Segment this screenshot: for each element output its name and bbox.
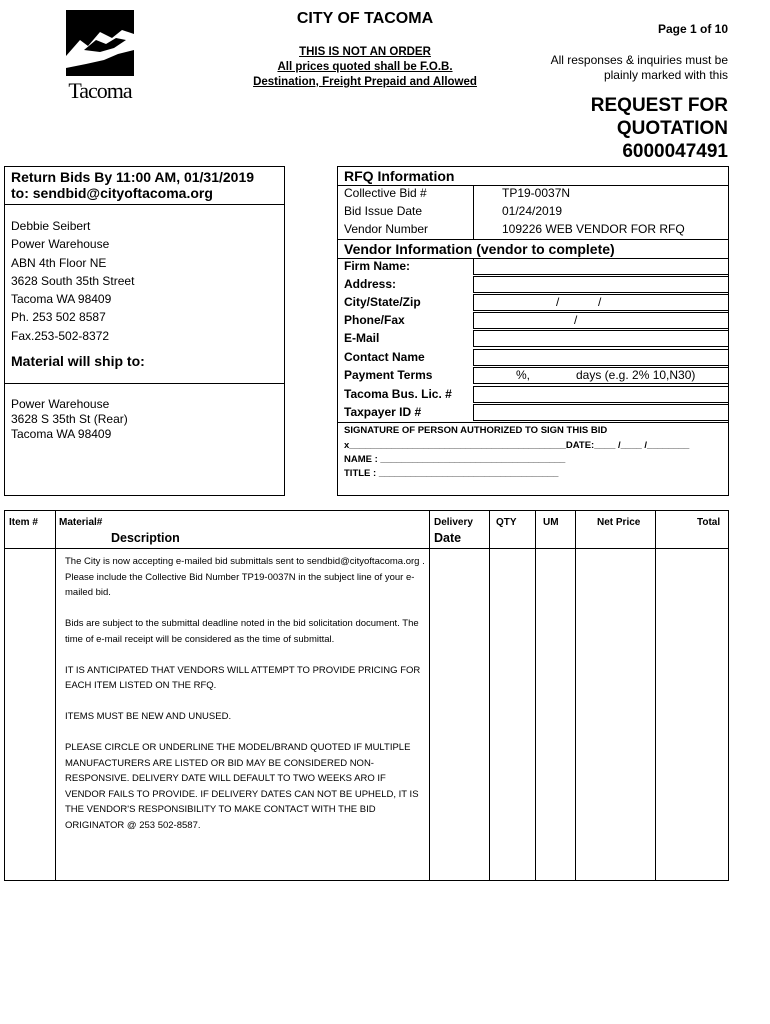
- ship-to-heading: Material will ship to:: [11, 353, 145, 369]
- col-net-price: Net Price: [597, 517, 641, 528]
- contact-line: 3628 South 35th Street: [11, 273, 135, 288]
- return-bids-heading: [11, 169, 254, 201]
- collective-bid-value: TP19-0037N: [502, 186, 571, 200]
- address-field[interactable]: [473, 276, 729, 293]
- taxpayer-id-field[interactable]: [473, 404, 729, 421]
- return-bids-deadline: Return Bids By 11:00 AM, 01/31/2019: [11, 169, 255, 185]
- ship-line: 3628 S 35th St (Rear): [11, 412, 128, 426]
- contact-line: Power Warehouse: [11, 237, 110, 252]
- instruction-paragraph: The City is now accepting e-mailed bid submittals sent to sendbid@cityoftacoma.org . Please include the Collective Bid Number TP19-0037N in the subject line of your e-mailed bid.: [65, 556, 425, 598]
- address-label: Address:: [344, 277, 397, 291]
- col-qty: QTY: [496, 517, 517, 528]
- instruction-paragraph: IT IS ANTICIPATED THAT VENDORS WILL ATTEMPT TO PROVIDE PRICING FOR EACH ITEM LISTED ON THE RFQ.: [65, 664, 421, 691]
- business-license-field[interactable]: [473, 386, 729, 403]
- city-state-zip-label: City/State/Zip: [344, 295, 421, 309]
- payment-terms-label: Payment Terms: [344, 368, 433, 382]
- contact-line: Tacoma WA 98409: [11, 292, 112, 307]
- rfq-info-box: [337, 166, 729, 496]
- line-items-table: [4, 510, 729, 881]
- email-label: E-Mail: [344, 331, 380, 345]
- email-field[interactable]: [473, 330, 729, 347]
- contact-line: ABN 4th Floor NE: [11, 255, 107, 270]
- rfq-number: 6000047491: [622, 141, 728, 162]
- ship-line: Tacoma WA 98409: [11, 427, 112, 441]
- col-description: Description: [111, 531, 180, 545]
- fob-notice: [232, 45, 498, 90]
- instructions-text: [65, 554, 425, 849]
- contact-line: Debbie Seibert: [11, 219, 91, 233]
- taxpayer-id-label: Taxpayer ID #: [344, 405, 422, 419]
- payment-days: days (e.g. 2% 10,N30): [576, 368, 696, 382]
- responses-line: plainly marked with this: [603, 68, 728, 82]
- contact-name-field[interactable]: [473, 349, 729, 366]
- rfq-title: [520, 94, 728, 163]
- ship-line: Power Warehouse: [11, 397, 110, 411]
- payment-pct: %,: [516, 368, 531, 382]
- contact-line: Ph. 253 502 8587: [11, 310, 106, 325]
- responses-line: All responses & inquiries must be: [550, 53, 728, 67]
- logo-wordmark: Tacoma: [68, 78, 132, 103]
- mountain-logo-icon: [66, 10, 134, 76]
- notice-line: All prices quoted shall be F.O.B.: [277, 61, 453, 73]
- phone-fax-slash: /: [574, 313, 578, 327]
- contact-line: Fax.253-502-8372: [11, 328, 110, 343]
- city-title: CITY OF TACOMA: [296, 10, 434, 27]
- col-um: UM: [543, 517, 559, 528]
- business-license-label: Tacoma Bus. Lic. #: [344, 387, 452, 401]
- vendor-number-value: 109226 WEB VENDOR FOR RFQ: [502, 222, 685, 236]
- rfq-title-line: QUOTATION: [616, 118, 728, 139]
- instruction-paragraph: PLEASE CIRCLE OR UNDERLINE THE MODEL/BRAND QUOTED IF MULTIPLE MANUFACTURERS ARE LISTED OR BID MAY BE CONSIDERED NON-RESPONSIVE. DELIVERY DATE WILL DEFAULT TO TWO WEEKS ARO IF VENDOR FAILS TO PROVIDE. IF DELIVERY DATES CAN NOT BE UPHELD, IT IS THE VENDOR'S RESPONSIBILITY TO MAKE CONTACT WITH THE BID ORIGINATOR @ 253 502-8587.: [65, 742, 419, 831]
- csz-slash-1: /: [556, 295, 560, 309]
- city-logo: [64, 10, 136, 110]
- bid-issue-date-value: 01/24/2019: [502, 204, 563, 218]
- return-bids-email: to: sendbid@cityoftacoma.org: [11, 185, 213, 201]
- firm-name-label: Firm Name:: [344, 259, 411, 273]
- responses-note: [520, 53, 728, 83]
- bid-issue-date-label: Bid Issue Date: [344, 204, 423, 218]
- col-delivery: Delivery: [434, 517, 473, 528]
- rfq-title-line: REQUEST FOR: [590, 95, 728, 116]
- signature-heading: SIGNATURE OF PERSON AUTHORIZED TO SIGN THIS BID: [344, 425, 608, 436]
- rfq-info-heading: RFQ Information: [344, 168, 455, 184]
- instruction-paragraph: ITEMS MUST BE NEW AND UNUSED.: [65, 711, 232, 722]
- instruction-paragraph: Bids are subject to the submittal deadline noted in the bid solicitation document. The time of e-mail receipt will be considered as the time of submittal.: [65, 618, 419, 645]
- col-item: Item #: [9, 517, 38, 528]
- return-bids-box: [4, 166, 285, 496]
- firm-name-field[interactable]: [473, 258, 729, 275]
- collective-bid-label: Collective Bid #: [344, 186, 427, 200]
- vendor-info-heading: Vendor Information (vendor to complete): [344, 241, 615, 257]
- phone-fax-label: Phone/Fax: [344, 313, 405, 327]
- page-number: Page 1 of 10: [657, 22, 728, 36]
- notice-line: Destination, Freight Prepaid and Allowed: [253, 76, 477, 88]
- phone-fax-field[interactable]: [473, 312, 729, 329]
- contact-name-label: Contact Name: [344, 350, 425, 364]
- vendor-number-label: Vendor Number: [344, 222, 429, 236]
- title-line[interactable]: TITLE : __________________________________: [344, 468, 559, 479]
- name-line[interactable]: NAME : ___________________________________: [344, 454, 566, 465]
- csz-slash-2: /: [598, 295, 602, 309]
- col-date: Date: [434, 531, 462, 545]
- ship-to-address: [11, 397, 128, 442]
- col-material: Material#: [59, 517, 103, 528]
- signature-line[interactable]: x_________________________________________DATE:____ /____ /________: [344, 440, 690, 451]
- col-total: Total: [697, 517, 721, 528]
- buyer-contact: [11, 217, 134, 345]
- notice-line: THIS IS NOT AN ORDER: [299, 46, 431, 58]
